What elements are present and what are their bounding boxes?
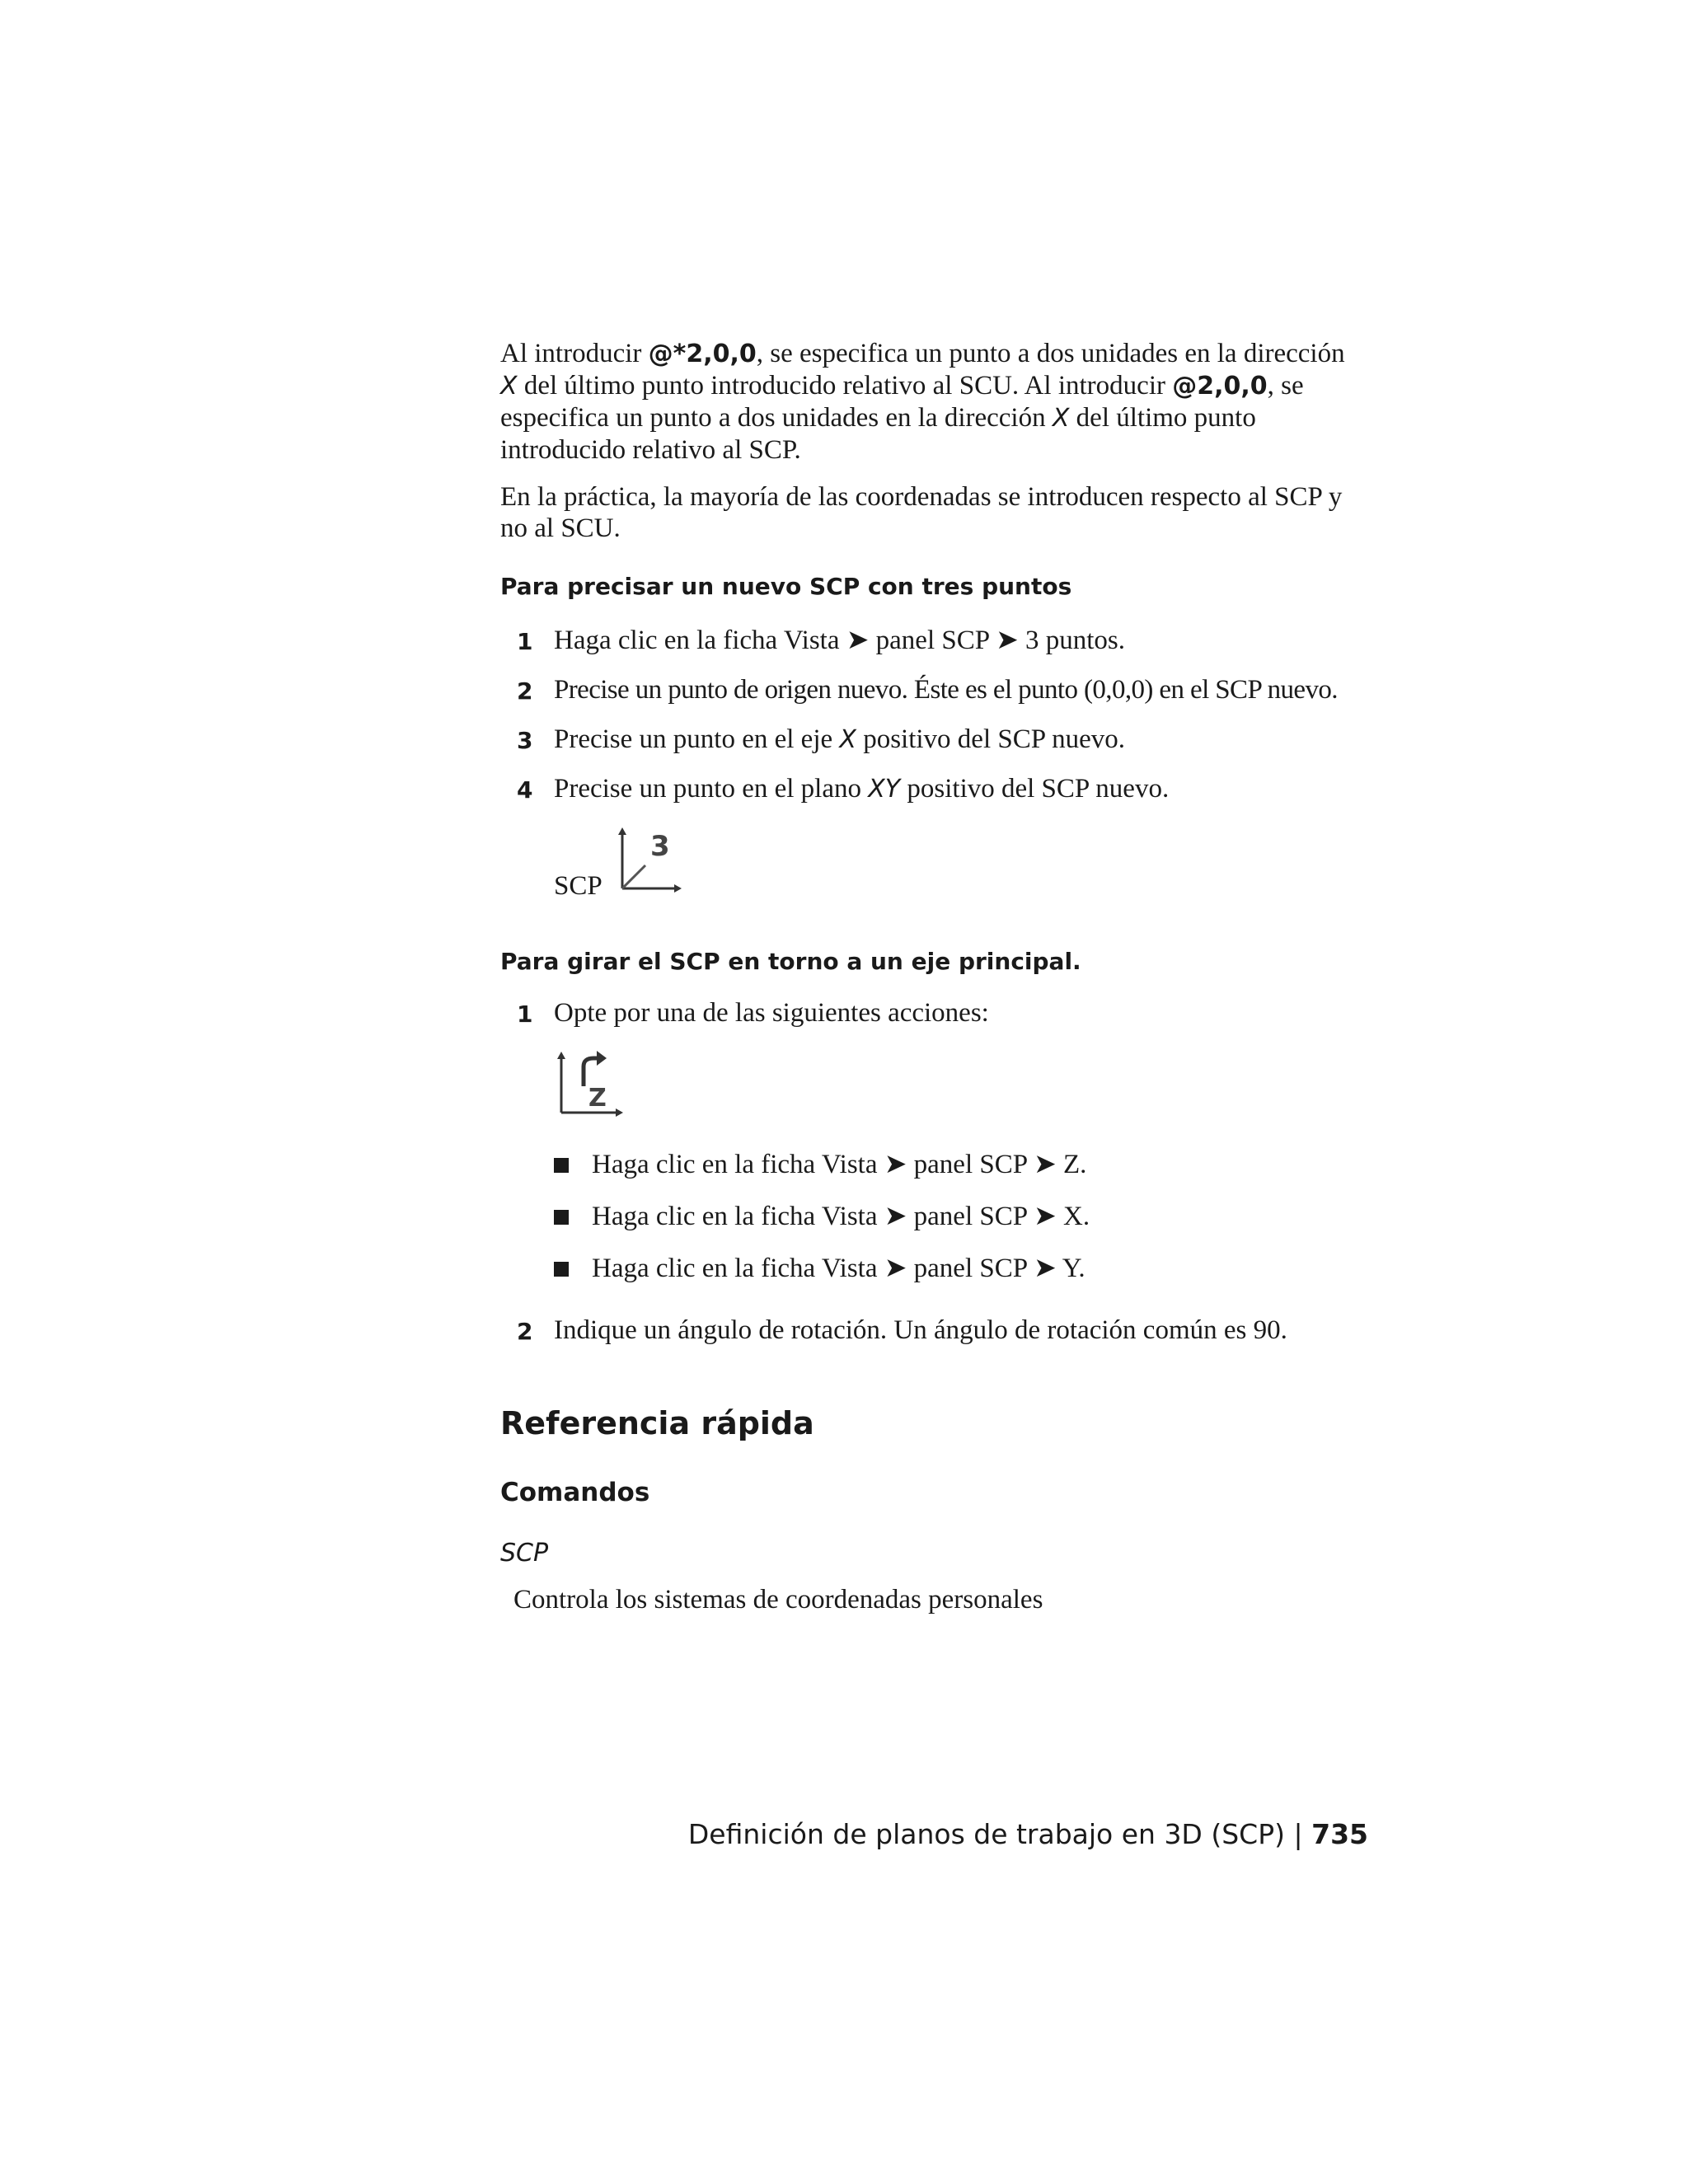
bullet-text: Haga clic en la ficha Vista ➤ panel SCP ➤ Z.: [592, 1150, 1087, 1179]
command-description: Controla los sistemas de coordenadas personales: [513, 1585, 1043, 1615]
coordinate-code: @2,0,0: [1172, 372, 1268, 401]
text: especifica un punto a dos unidades en la dirección: [500, 403, 1053, 433]
procedure-heading-three-points: Para precisar un nuevo SCP con tres puntos: [500, 573, 1072, 600]
intro-p1-line-4: introducido relativo al SCP.: [500, 435, 801, 465]
quick-reference-heading: Referencia rápida: [500, 1405, 814, 1441]
intro-p1-line-2: [500, 370, 1382, 402]
bullet-item: [0, 1149, 1688, 1182]
commands-subheading: Comandos: [500, 1478, 650, 1507]
intro-paragraph-2: [500, 481, 1382, 544]
intro-p2-line-1: En la práctica, la mayoría de las coordenadas se introducen respecto al SCP y: [500, 482, 1343, 512]
step-text: Haga clic en la ficha Vista ➤ panel SCP ➤ 3 puntos.: [554, 626, 1126, 655]
coordinate-code: @*2,0,0: [648, 340, 757, 368]
step-text: positivo del SCP nuevo.: [856, 724, 1126, 754]
axis-label: X: [839, 725, 856, 754]
procedure1-step: [0, 625, 1688, 658]
footer-separator: |: [1293, 1818, 1303, 1850]
step-text: Opte por una de las siguientes acciones:: [554, 998, 989, 1028]
icon-digit: 3: [650, 830, 670, 863]
axis-label: X: [500, 372, 518, 401]
bullet-marker: [554, 1158, 569, 1173]
procedure1-step: [0, 773, 1688, 806]
text: , se especifica un punto a dos unidades en la dirección: [756, 339, 1345, 368]
step-number: 1: [517, 628, 533, 655]
step-text: positivo del SCP nuevo.: [900, 774, 1170, 804]
step-number: 2: [517, 1318, 533, 1345]
procedure-heading-rotate: Para girar el SCP en torno a un eje principal.: [500, 948, 1081, 975]
step-text: Indique un ángulo de rotación. Un ángulo de rotación común es 90.: [554, 1315, 1287, 1345]
procedure1-step: [0, 674, 1688, 707]
text: del último punto introducido relativo al SCU. Al introducir: [517, 371, 1173, 401]
step-text: Precise un punto en el eje: [554, 724, 840, 754]
step-number: 3: [517, 727, 533, 754]
step-text: Precise un punto en el plano: [554, 774, 869, 804]
text: Al introducir: [500, 339, 649, 368]
page-number: 735: [1311, 1818, 1368, 1850]
text: , se: [1267, 371, 1304, 401]
ucs-rotate-z-icon: [554, 1048, 625, 1119]
step-number: 2: [517, 677, 533, 705]
plane-label: XY: [868, 775, 901, 804]
procedure1-step: [0, 724, 1688, 757]
procedure2-step: [0, 1315, 1688, 1347]
bullet-text: Haga clic en la ficha Vista ➤ panel SCP ➤ X.: [592, 1202, 1090, 1231]
bullet-marker: [554, 1262, 569, 1277]
intro-p1-line-1: [500, 338, 1382, 370]
page-footer: [688, 1818, 1368, 1850]
ucs-3-point-icon: [614, 824, 684, 894]
bullet-text: Haga clic en la ficha Vista ➤ panel SCP ➤ Y.: [592, 1254, 1085, 1283]
procedure2-step: [0, 997, 1688, 1030]
intro-p2-line-2: no al SCU.: [500, 513, 621, 543]
footer-title: Definición de planos de trabajo en 3D (SCP): [687, 1818, 1285, 1850]
intro-paragraph-1: [500, 338, 1382, 466]
bullet-item: [0, 1201, 1688, 1234]
step-number: 1: [517, 1001, 533, 1028]
text: del último punto: [1069, 403, 1256, 433]
axis-label: X: [1052, 404, 1070, 433]
bullet-item: [0, 1253, 1688, 1286]
bullet-marker: [554, 1210, 569, 1225]
step-number: 4: [517, 776, 533, 804]
intro-p1-line-3: [500, 402, 1382, 434]
icon-caption: SCP: [554, 871, 603, 901]
step-text: Precise un punto de origen nuevo. Éste es el punto (0,0,0) en el SCP nuevo.: [554, 675, 1338, 705]
command-name: SCP: [500, 1539, 549, 1568]
icon-letter: Z: [588, 1084, 607, 1113]
